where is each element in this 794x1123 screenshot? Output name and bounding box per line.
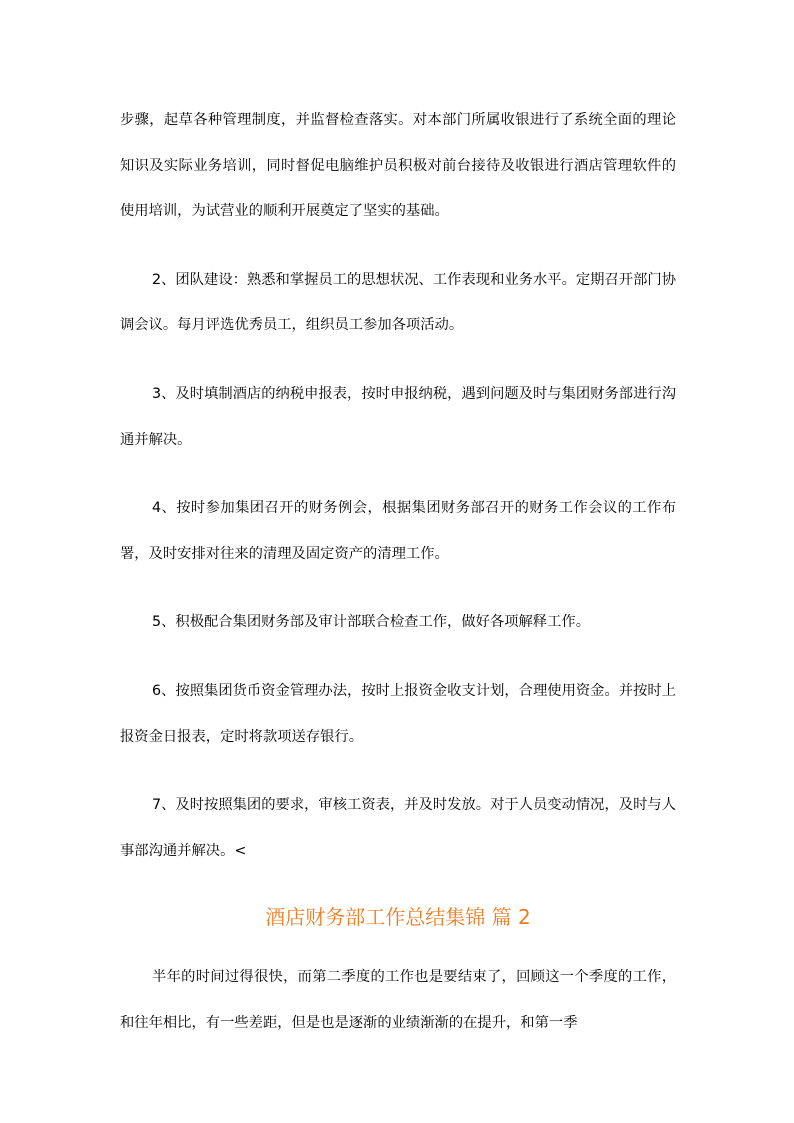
paragraph-1: 步骤，起草各种管理制度，并监督检查落实。对本部门所属收银进行了系统全面的理论知识及实际业务培训，同时督促电脑维护员积极对前台接待及收银进行酒店管理软件的使用培训，为试营业的顺利开展奠定了坚实的基础。 [120,112,676,220]
paragraph-3: 3、及时填制酒店的纳税申报表，按时申报纳税，遇到问题及时与集团财务部进行沟通并解决。 [120,385,676,448]
paragraph-4: 4、按时参加集团召开的财务例会，根据集团财务部召开的财务工作会议的工作布署，及时安排对往来的清理及固定资产的清理工作。 [120,500,676,562]
paragraph-5: 5、积极配合集团财务部及审计部联合检查工作，做好各项解释工作。 [152,614,590,631]
paragraph-6: 6、按照集团货币资金管理办法，按时上报资金收支计划，合理使用资金。并按时上报资金日报表，定时将款项送存银行。 [120,682,676,745]
paragraph-8: 半年的时间过得很快，而第二季度的工作也是要结束了，回顾这一个季度的工作，和往年相比，有一些差距，但是也是逐渐的业绩渐渐的在提升，和第一季 [120,969,676,1031]
section-heading: 酒店财务部工作总结集锦 篇 2 [265,905,531,930]
paragraph-2: 2、团队建设：熟悉和掌握员工的思想状况、工作表现和业务水平。定期召开部门协调会议。每月评选优秀员工，组织员工参加各项活动。 [120,271,676,334]
paragraph-7: 7、及时按照集团的要求，审核工资表，并及时发放。对于人员变动情况，及时与人事部沟通并解决。< [120,797,676,859]
document-body [120,98,676,1070]
